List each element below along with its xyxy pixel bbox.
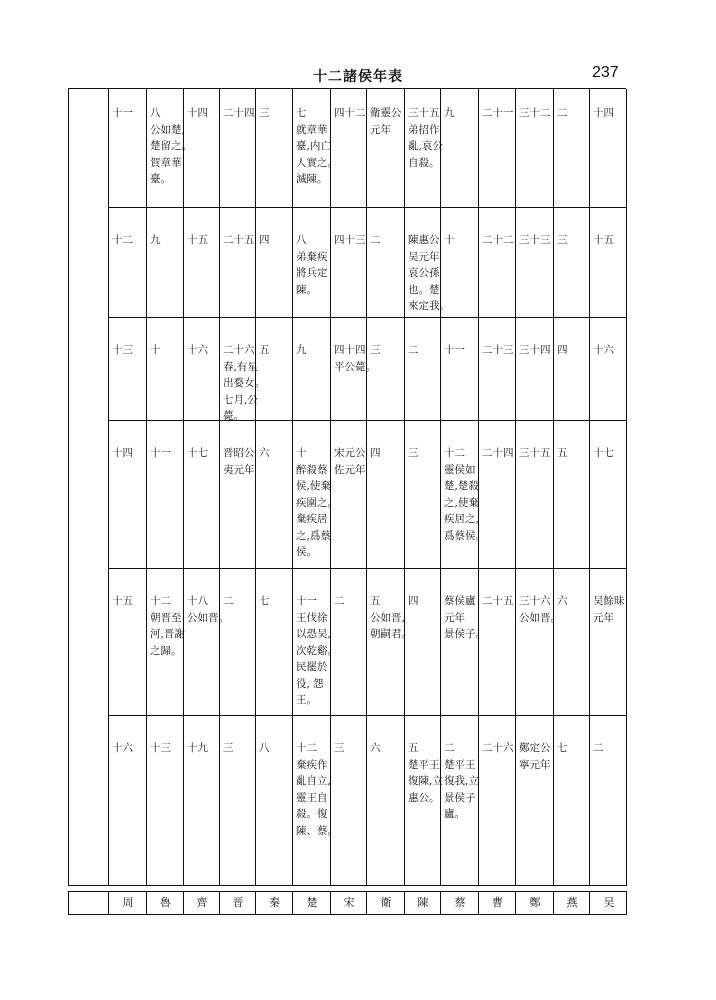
- column-divider: [219, 89, 220, 885]
- entry-cell: 二十六: [482, 742, 514, 754]
- entry-cell: 五: [259, 344, 270, 356]
- entry-cell: 十一 王伐徐 以恐吴, 次乾谿。 民罷於 役, 怨 王。: [296, 595, 338, 706]
- row-divider: [109, 207, 626, 208]
- entry-cell: 十二 靈侯如 楚,楚殺 之,使棄 疾居之, 爲蔡侯。: [444, 447, 486, 542]
- entry-cell: 二十一: [482, 107, 514, 119]
- year-cell: 十二: [112, 234, 133, 246]
- entry-cell: 十: [150, 344, 161, 356]
- entry-cell: 二: [557, 107, 568, 119]
- column-divider: [292, 89, 293, 885]
- entry-cell: 三十五 弟招作 亂,哀公 自殺。: [408, 107, 443, 169]
- state-label: 衛: [380, 896, 392, 909]
- entry-cell: 三: [259, 107, 270, 119]
- entry-cell: 六: [259, 447, 270, 459]
- entry-cell: 三: [557, 234, 568, 246]
- entry-cell: 鄭定公 寧元年: [519, 742, 551, 771]
- state-label: 燕: [566, 896, 578, 909]
- entry-cell: 六: [557, 595, 568, 607]
- state-label: 楚: [306, 896, 318, 909]
- chronology-table: [68, 89, 627, 886]
- entry-cell: 五: [557, 447, 568, 459]
- state-label: 齊: [196, 896, 208, 909]
- entry-cell: 十五: [593, 234, 614, 246]
- entry-cell: 十七: [593, 447, 614, 459]
- entry-cell: 七: [259, 595, 270, 607]
- column-divider: [108, 89, 109, 885]
- entry-cell: 三: [334, 742, 345, 754]
- state-label: 宋: [343, 896, 355, 909]
- entry-cell: 四: [408, 595, 419, 607]
- entry-cell: 八 公如楚, 楚留之。 賀章華 臺。: [150, 107, 192, 185]
- entry-cell: 宋元公 佐元年: [334, 447, 366, 476]
- state-label: 周: [122, 896, 134, 909]
- entry-cell: 二: [223, 595, 234, 607]
- state-label: 晋: [232, 896, 244, 909]
- row-divider: [109, 715, 626, 716]
- entry-cell: 九: [444, 107, 455, 119]
- entry-cell: 十四: [593, 107, 614, 119]
- state-label: 曹: [492, 896, 503, 909]
- column-divider: [589, 89, 590, 885]
- page-number: 237: [592, 64, 619, 81]
- entry-cell: 二十二: [482, 234, 514, 246]
- entry-cell: 八 弟棄疾 將兵定 陳。: [296, 234, 328, 296]
- year-cell: 十四: [112, 447, 133, 459]
- entry-cell: 六: [370, 742, 381, 754]
- entry-cell: 四: [557, 344, 568, 356]
- entry-cell: 七: [557, 742, 568, 754]
- column-divider: [404, 89, 405, 885]
- entry-cell: 四: [259, 234, 270, 246]
- entry-cell: 十三: [150, 742, 171, 754]
- entry-cell: 二十四: [223, 107, 255, 119]
- entry-cell: 十九: [187, 742, 208, 754]
- column-divider: [146, 89, 147, 885]
- year-cell: 十一: [112, 107, 133, 119]
- entry-cell: 二: [334, 595, 345, 607]
- entry-cell: 十七: [187, 447, 208, 459]
- row-divider: [109, 420, 626, 421]
- entry-cell: 十五: [187, 234, 208, 246]
- entry-cell: 十二 棄疾作 亂自立, 靈王自 殺。復 陳、蔡。: [296, 742, 338, 837]
- entry-cell: 三十五: [519, 447, 551, 459]
- state-label: 鄭: [529, 896, 541, 909]
- entry-cell: 九: [150, 234, 161, 246]
- entry-cell: 十二 朝晋至 河,晋謝 之歸。: [150, 595, 185, 657]
- entry-cell: 二十五: [482, 595, 514, 607]
- entry-cell: 七 就章華 臺,内亡 人實之。 滅陳。: [296, 107, 338, 185]
- column-divider: [366, 89, 367, 885]
- entry-cell: 陳惠公 吴元年 哀公孫 也。楚 來定我。: [408, 234, 450, 312]
- column-divider: [515, 89, 516, 885]
- entry-cell: 五 公如晋, 朝嗣君。: [370, 595, 412, 640]
- entry-cell: 三: [408, 447, 419, 459]
- entry-cell: 十六: [187, 344, 208, 356]
- entry-cell: 二十五: [223, 234, 255, 246]
- entry-cell: 十八 公如晋。: [187, 595, 229, 624]
- state-label: 陳: [417, 896, 429, 909]
- year-cell: 十三: [112, 344, 133, 356]
- row-divider: [109, 568, 626, 569]
- entry-cell: 三十四: [519, 344, 551, 356]
- entry-cell: 九: [296, 344, 307, 356]
- entry-cell: 二 楚平王 復我,立 景侯子 廬。: [444, 742, 479, 820]
- entry-cell: 晋昭公 夷元年: [223, 447, 255, 476]
- state-label: 魯: [160, 896, 171, 909]
- entry-cell: 二: [408, 344, 419, 356]
- entry-cell: 三十二: [519, 107, 551, 119]
- entry-cell: 八: [259, 742, 270, 754]
- entry-cell: 三: [223, 742, 234, 754]
- year-cell: 十六: [112, 742, 133, 754]
- entry-cell: 十 醉殺蔡 侯,使棄 疾圍之。 棄疾居 之,爲蔡 侯。: [296, 447, 338, 558]
- year-cell: 十五: [112, 595, 133, 607]
- entry-cell: 五 楚平王 復陳,立 惠公。: [408, 742, 443, 804]
- entry-cell: 十四: [187, 107, 208, 119]
- entry-cell: 三: [370, 344, 381, 356]
- entry-cell: 衛靈公 元年: [370, 107, 402, 136]
- column-divider: [553, 89, 554, 885]
- state-label: 蔡: [454, 896, 466, 909]
- entry-cell: 二十三: [482, 344, 514, 356]
- column-divider: [183, 89, 184, 885]
- column-divider: [255, 89, 256, 885]
- entry-cell: 二: [370, 234, 381, 246]
- entry-cell: 十一: [150, 447, 171, 459]
- state-label: 秦: [269, 896, 280, 909]
- entry-cell: 吴餘昧 元年: [593, 595, 625, 624]
- entry-cell: 四十三: [334, 234, 366, 246]
- entry-cell: 四: [370, 447, 381, 459]
- row-divider: [109, 317, 626, 318]
- state-label: 吴: [603, 896, 615, 909]
- entry-cell: 三十六 公如晋。: [519, 595, 561, 624]
- entry-cell: 四十四 平公薨。: [334, 344, 376, 373]
- entry-cell: 二十六 春,有星 出婺女。 七月,公 薨。: [223, 344, 265, 422]
- entry-cell: 二: [593, 742, 604, 754]
- state-name-footer: [68, 891, 627, 915]
- entry-cell: 四十二: [334, 107, 366, 119]
- page-title: 十二諸侯年表: [313, 69, 403, 85]
- entry-cell: 十一: [444, 344, 465, 356]
- entry-cell: 十: [444, 234, 455, 246]
- entry-cell: 蔡侯廬 元年 景侯子。: [444, 595, 486, 640]
- entry-cell: 二十四: [482, 447, 514, 459]
- entry-cell: 三十三: [519, 234, 551, 246]
- entry-cell: 十六: [593, 344, 614, 356]
